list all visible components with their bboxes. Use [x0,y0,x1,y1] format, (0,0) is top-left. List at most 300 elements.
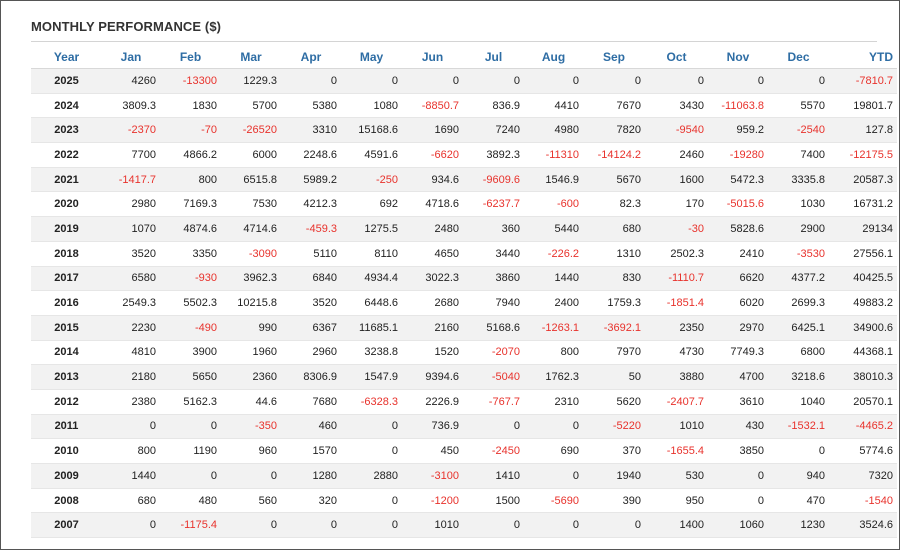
oct-value-cell: 950 [645,488,708,513]
jun-value-cell: 450 [402,439,463,464]
header-feb: Feb [160,45,221,69]
may-value-cell: 8110 [341,241,402,266]
dec-value-cell: 6425.1 [768,315,829,340]
oct-value-cell: -1655.4 [645,439,708,464]
dec-value-cell: 6800 [768,340,829,365]
dec-value-cell: 5570 [768,93,829,118]
may-value-cell: 6448.6 [341,291,402,316]
jun-value-cell: 4718.6 [402,192,463,217]
title-divider [31,41,877,42]
sep-value-cell: 680 [583,217,645,242]
ytd-value-cell: 29134 [829,217,897,242]
table-row [31,315,897,340]
ytd-value-cell: 38010.3 [829,365,897,390]
table-row [31,118,897,143]
sep-value-cell: 50 [583,365,645,390]
table-body [31,69,897,538]
table-row [31,365,897,390]
oct-value-cell: 1400 [645,513,708,538]
aug-value-cell: 800 [524,340,583,365]
may-value-cell: -6328.3 [341,389,402,414]
jan-value-cell: 4810 [102,340,160,365]
oct-value-cell: 1600 [645,167,708,192]
table-row [31,143,897,168]
apr-value-cell: 6367 [281,315,341,340]
header-nov: Nov [708,45,768,69]
jun-value-cell: 3022.3 [402,266,463,291]
apr-value-cell: 1280 [281,464,341,489]
year-cell: 2010 [31,439,102,464]
jul-value-cell: 1410 [463,464,524,489]
jul-value-cell: 7940 [463,291,524,316]
feb-value-cell: 3900 [160,340,221,365]
jun-value-cell: 2226.9 [402,389,463,414]
table-row [31,291,897,316]
jan-value-cell: 3520 [102,241,160,266]
year-cell: 2024 [31,93,102,118]
nov-value-cell: 0 [708,464,768,489]
aug-value-cell: 1440 [524,266,583,291]
oct-value-cell: 1010 [645,414,708,439]
oct-value-cell: -2407.7 [645,389,708,414]
nov-value-cell: 959.2 [708,118,768,143]
header-year: Year [31,45,102,69]
jan-value-cell: 0 [102,513,160,538]
oct-value-cell: 3430 [645,93,708,118]
oct-value-cell: -9540 [645,118,708,143]
may-value-cell: 15168.6 [341,118,402,143]
jun-value-cell: -8850.7 [402,93,463,118]
may-value-cell: 0 [341,488,402,513]
dec-value-cell: 3218.6 [768,365,829,390]
nov-value-cell: -5015.6 [708,192,768,217]
apr-value-cell: 2248.6 [281,143,341,168]
mar-value-cell: 0 [221,464,281,489]
mar-value-cell: 6515.8 [221,167,281,192]
apr-value-cell: 7680 [281,389,341,414]
jan-value-cell: 2549.3 [102,291,160,316]
may-value-cell: 0 [341,513,402,538]
apr-value-cell: 460 [281,414,341,439]
dec-value-cell: 2699.3 [768,291,829,316]
jan-value-cell: -2370 [102,118,160,143]
feb-value-cell: 480 [160,488,221,513]
mar-value-cell: 1229.3 [221,69,281,94]
jul-value-cell: -767.7 [463,389,524,414]
nov-value-cell: 5828.6 [708,217,768,242]
aug-value-cell: -600 [524,192,583,217]
apr-value-cell: 3310 [281,118,341,143]
aug-value-cell: 0 [524,513,583,538]
nov-value-cell: 0 [708,69,768,94]
year-cell: 2016 [31,291,102,316]
sep-value-cell: 82.3 [583,192,645,217]
dec-value-cell: 0 [768,69,829,94]
table-header-row [31,45,897,69]
nov-value-cell: 4700 [708,365,768,390]
jul-value-cell: -6237.7 [463,192,524,217]
table-row [31,217,897,242]
year-cell: 2011 [31,414,102,439]
apr-value-cell: 5989.2 [281,167,341,192]
jul-value-cell: 0 [463,414,524,439]
apr-value-cell: 320 [281,488,341,513]
jul-value-cell: 3440 [463,241,524,266]
ytd-value-cell: 27556.1 [829,241,897,266]
aug-value-cell: 4410 [524,93,583,118]
jul-value-cell: -9609.6 [463,167,524,192]
jan-value-cell: 800 [102,439,160,464]
jan-value-cell: 7700 [102,143,160,168]
mar-value-cell: -350 [221,414,281,439]
ytd-value-cell: 44368.1 [829,340,897,365]
nov-value-cell: 2410 [708,241,768,266]
year-cell: 2018 [31,241,102,266]
mar-value-cell: 0 [221,513,281,538]
table-row [31,439,897,464]
apr-value-cell: -459.3 [281,217,341,242]
nov-value-cell: 6620 [708,266,768,291]
table-row [31,167,897,192]
ytd-value-cell: 16731.2 [829,192,897,217]
year-cell: 2009 [31,464,102,489]
jun-value-cell: 1010 [402,513,463,538]
sep-value-cell: 7820 [583,118,645,143]
ytd-value-cell: 20587.3 [829,167,897,192]
table-row [31,241,897,266]
year-cell: 2023 [31,118,102,143]
sep-value-cell: -3692.1 [583,315,645,340]
jan-value-cell: 1070 [102,217,160,242]
jul-value-cell: 5168.6 [463,315,524,340]
header-ytd: YTD [829,45,897,69]
oct-value-cell: 3880 [645,365,708,390]
table-row [31,464,897,489]
mar-value-cell: -3090 [221,241,281,266]
feb-value-cell: -1175.4 [160,513,221,538]
aug-value-cell: -1263.1 [524,315,583,340]
feb-value-cell: 0 [160,464,221,489]
oct-value-cell: 2350 [645,315,708,340]
dec-value-cell: 1230 [768,513,829,538]
nov-value-cell: 430 [708,414,768,439]
header-jan: Jan [102,45,160,69]
jul-value-cell: 3860 [463,266,524,291]
header-mar: Mar [221,45,281,69]
ytd-value-cell: 40425.5 [829,266,897,291]
jun-value-cell: 736.9 [402,414,463,439]
jul-value-cell: -2070 [463,340,524,365]
sep-value-cell: -14124.2 [583,143,645,168]
jun-value-cell: 0 [402,69,463,94]
sep-value-cell: -5220 [583,414,645,439]
nov-value-cell: 5472.3 [708,167,768,192]
mar-value-cell: 7530 [221,192,281,217]
nov-value-cell: 2970 [708,315,768,340]
table-row [31,340,897,365]
may-value-cell: 0 [341,414,402,439]
aug-value-cell: -5690 [524,488,583,513]
dec-value-cell: 1040 [768,389,829,414]
year-cell: 2019 [31,217,102,242]
may-value-cell: 1080 [341,93,402,118]
ytd-value-cell: 7320 [829,464,897,489]
sep-value-cell: 7670 [583,93,645,118]
table-row [31,389,897,414]
feb-value-cell: 4874.6 [160,217,221,242]
jan-value-cell: -1417.7 [102,167,160,192]
mar-value-cell: 6000 [221,143,281,168]
mar-value-cell: 3962.3 [221,266,281,291]
aug-value-cell: 4980 [524,118,583,143]
apr-value-cell: 6840 [281,266,341,291]
sep-value-cell: 0 [583,513,645,538]
dec-value-cell: 4377.2 [768,266,829,291]
aug-value-cell: 2400 [524,291,583,316]
jan-value-cell: 680 [102,488,160,513]
jan-value-cell: 3809.3 [102,93,160,118]
dec-value-cell: 0 [768,439,829,464]
ytd-value-cell: 19801.7 [829,93,897,118]
dec-value-cell: -2540 [768,118,829,143]
may-value-cell: 11685.1 [341,315,402,340]
year-cell: 2012 [31,389,102,414]
year-cell: 2014 [31,340,102,365]
aug-value-cell: 5440 [524,217,583,242]
feb-value-cell: 0 [160,414,221,439]
apr-value-cell: 4212.3 [281,192,341,217]
mar-value-cell: 10215.8 [221,291,281,316]
mar-value-cell: 44.6 [221,389,281,414]
jul-value-cell: -2450 [463,439,524,464]
table-row [31,513,897,538]
ytd-value-cell: -4465.2 [829,414,897,439]
may-value-cell: -250 [341,167,402,192]
dec-value-cell: -3530 [768,241,829,266]
sep-value-cell: 1310 [583,241,645,266]
sep-value-cell: 370 [583,439,645,464]
table-row [31,414,897,439]
table-row [31,266,897,291]
monthly-performance-table [31,45,897,538]
year-cell: 2017 [31,266,102,291]
may-value-cell: 4591.6 [341,143,402,168]
apr-value-cell: 8306.9 [281,365,341,390]
aug-value-cell: 690 [524,439,583,464]
jan-value-cell: 2380 [102,389,160,414]
jun-value-cell: 2680 [402,291,463,316]
aug-value-cell: -226.2 [524,241,583,266]
mar-value-cell: 560 [221,488,281,513]
aug-value-cell: 0 [524,69,583,94]
apr-value-cell: 2960 [281,340,341,365]
may-value-cell: 1275.5 [341,217,402,242]
feb-value-cell: 4866.2 [160,143,221,168]
year-cell: 2022 [31,143,102,168]
sep-value-cell: 1759.3 [583,291,645,316]
dec-value-cell: 3335.8 [768,167,829,192]
year-cell: 2025 [31,69,102,94]
feb-value-cell: -490 [160,315,221,340]
dec-value-cell: 470 [768,488,829,513]
ytd-value-cell: 3524.6 [829,513,897,538]
jul-value-cell: 0 [463,69,524,94]
year-cell: 2007 [31,513,102,538]
header-aug: Aug [524,45,583,69]
jun-value-cell: -3100 [402,464,463,489]
dec-value-cell: 2900 [768,217,829,242]
may-value-cell: 4934.4 [341,266,402,291]
sep-value-cell: 5620 [583,389,645,414]
apr-value-cell: 3520 [281,291,341,316]
sep-value-cell: 830 [583,266,645,291]
aug-value-cell: 2310 [524,389,583,414]
oct-value-cell: -30 [645,217,708,242]
header-sep: Sep [583,45,645,69]
nov-value-cell: -11063.8 [708,93,768,118]
oct-value-cell: -1110.7 [645,266,708,291]
apr-value-cell: 5110 [281,241,341,266]
ytd-value-cell: 20570.1 [829,389,897,414]
panel-title: MONTHLY PERFORMANCE ($) [31,19,222,34]
mar-value-cell: 5700 [221,93,281,118]
year-cell: 2020 [31,192,102,217]
may-value-cell: 1547.9 [341,365,402,390]
aug-value-cell: 0 [524,414,583,439]
jan-value-cell: 2980 [102,192,160,217]
feb-value-cell: 800 [160,167,221,192]
ytd-value-cell: -7810.7 [829,69,897,94]
oct-value-cell: -1851.4 [645,291,708,316]
jul-value-cell: 1500 [463,488,524,513]
jan-value-cell: 4260 [102,69,160,94]
dec-value-cell: -1532.1 [768,414,829,439]
oct-value-cell: 2460 [645,143,708,168]
feb-value-cell: -930 [160,266,221,291]
jan-value-cell: 2230 [102,315,160,340]
ytd-value-cell: 5774.6 [829,439,897,464]
mar-value-cell: 960 [221,439,281,464]
dec-value-cell: 1030 [768,192,829,217]
may-value-cell: 2880 [341,464,402,489]
may-value-cell: 3238.8 [341,340,402,365]
oct-value-cell: 170 [645,192,708,217]
ytd-value-cell: 34900.6 [829,315,897,340]
year-cell: 2015 [31,315,102,340]
nov-value-cell: 3850 [708,439,768,464]
jan-value-cell: 2180 [102,365,160,390]
sep-value-cell: 1940 [583,464,645,489]
mar-value-cell: 2360 [221,365,281,390]
jun-value-cell: 1690 [402,118,463,143]
jul-value-cell: 360 [463,217,524,242]
sep-value-cell: 7970 [583,340,645,365]
aug-value-cell: 0 [524,464,583,489]
oct-value-cell: 530 [645,464,708,489]
jul-value-cell: 0 [463,513,524,538]
year-cell: 2013 [31,365,102,390]
jun-value-cell: -6620 [402,143,463,168]
ytd-value-cell: -12175.5 [829,143,897,168]
jul-value-cell: 836.9 [463,93,524,118]
table-row [31,192,897,217]
year-cell: 2008 [31,488,102,513]
jun-value-cell: 934.6 [402,167,463,192]
nov-value-cell: 1060 [708,513,768,538]
mar-value-cell: -26520 [221,118,281,143]
feb-value-cell: 5162.3 [160,389,221,414]
header-dec: Dec [768,45,829,69]
table-row [31,93,897,118]
jun-value-cell: 2160 [402,315,463,340]
mar-value-cell: 1960 [221,340,281,365]
feb-value-cell: 5650 [160,365,221,390]
jul-value-cell: 7240 [463,118,524,143]
jun-value-cell: 2480 [402,217,463,242]
jan-value-cell: 0 [102,414,160,439]
jan-value-cell: 1440 [102,464,160,489]
jun-value-cell: 1520 [402,340,463,365]
sep-value-cell: 0 [583,69,645,94]
table-row [31,69,897,94]
header-jun: Jun [402,45,463,69]
oct-value-cell: 2502.3 [645,241,708,266]
feb-value-cell: 7169.3 [160,192,221,217]
jun-value-cell: -1200 [402,488,463,513]
sep-value-cell: 5670 [583,167,645,192]
apr-value-cell: 1570 [281,439,341,464]
feb-value-cell: 1830 [160,93,221,118]
mar-value-cell: 4714.6 [221,217,281,242]
may-value-cell: 0 [341,69,402,94]
ytd-value-cell: 127.8 [829,118,897,143]
mar-value-cell: 990 [221,315,281,340]
aug-value-cell: 1546.9 [524,167,583,192]
oct-value-cell: 4730 [645,340,708,365]
header-apr: Apr [281,45,341,69]
apr-value-cell: 0 [281,513,341,538]
header-jul: Jul [463,45,524,69]
feb-value-cell: -70 [160,118,221,143]
ytd-value-cell: 49883.2 [829,291,897,316]
sep-value-cell: 390 [583,488,645,513]
may-value-cell: 692 [341,192,402,217]
jul-value-cell: 3892.3 [463,143,524,168]
nov-value-cell: 6020 [708,291,768,316]
year-cell: 2021 [31,167,102,192]
header-oct: Oct [645,45,708,69]
oct-value-cell: 0 [645,69,708,94]
may-value-cell: 0 [341,439,402,464]
table-row [31,488,897,513]
feb-value-cell: -13300 [160,69,221,94]
jun-value-cell: 4650 [402,241,463,266]
dec-value-cell: 7400 [768,143,829,168]
nov-value-cell: 0 [708,488,768,513]
apr-value-cell: 0 [281,69,341,94]
feb-value-cell: 3350 [160,241,221,266]
nov-value-cell: 7749.3 [708,340,768,365]
aug-value-cell: -11310 [524,143,583,168]
jun-value-cell: 9394.6 [402,365,463,390]
apr-value-cell: 5380 [281,93,341,118]
jan-value-cell: 6580 [102,266,160,291]
ytd-value-cell: -1540 [829,488,897,513]
header-may: May [341,45,402,69]
feb-value-cell: 5502.3 [160,291,221,316]
aug-value-cell: 1762.3 [524,365,583,390]
dec-value-cell: 940 [768,464,829,489]
